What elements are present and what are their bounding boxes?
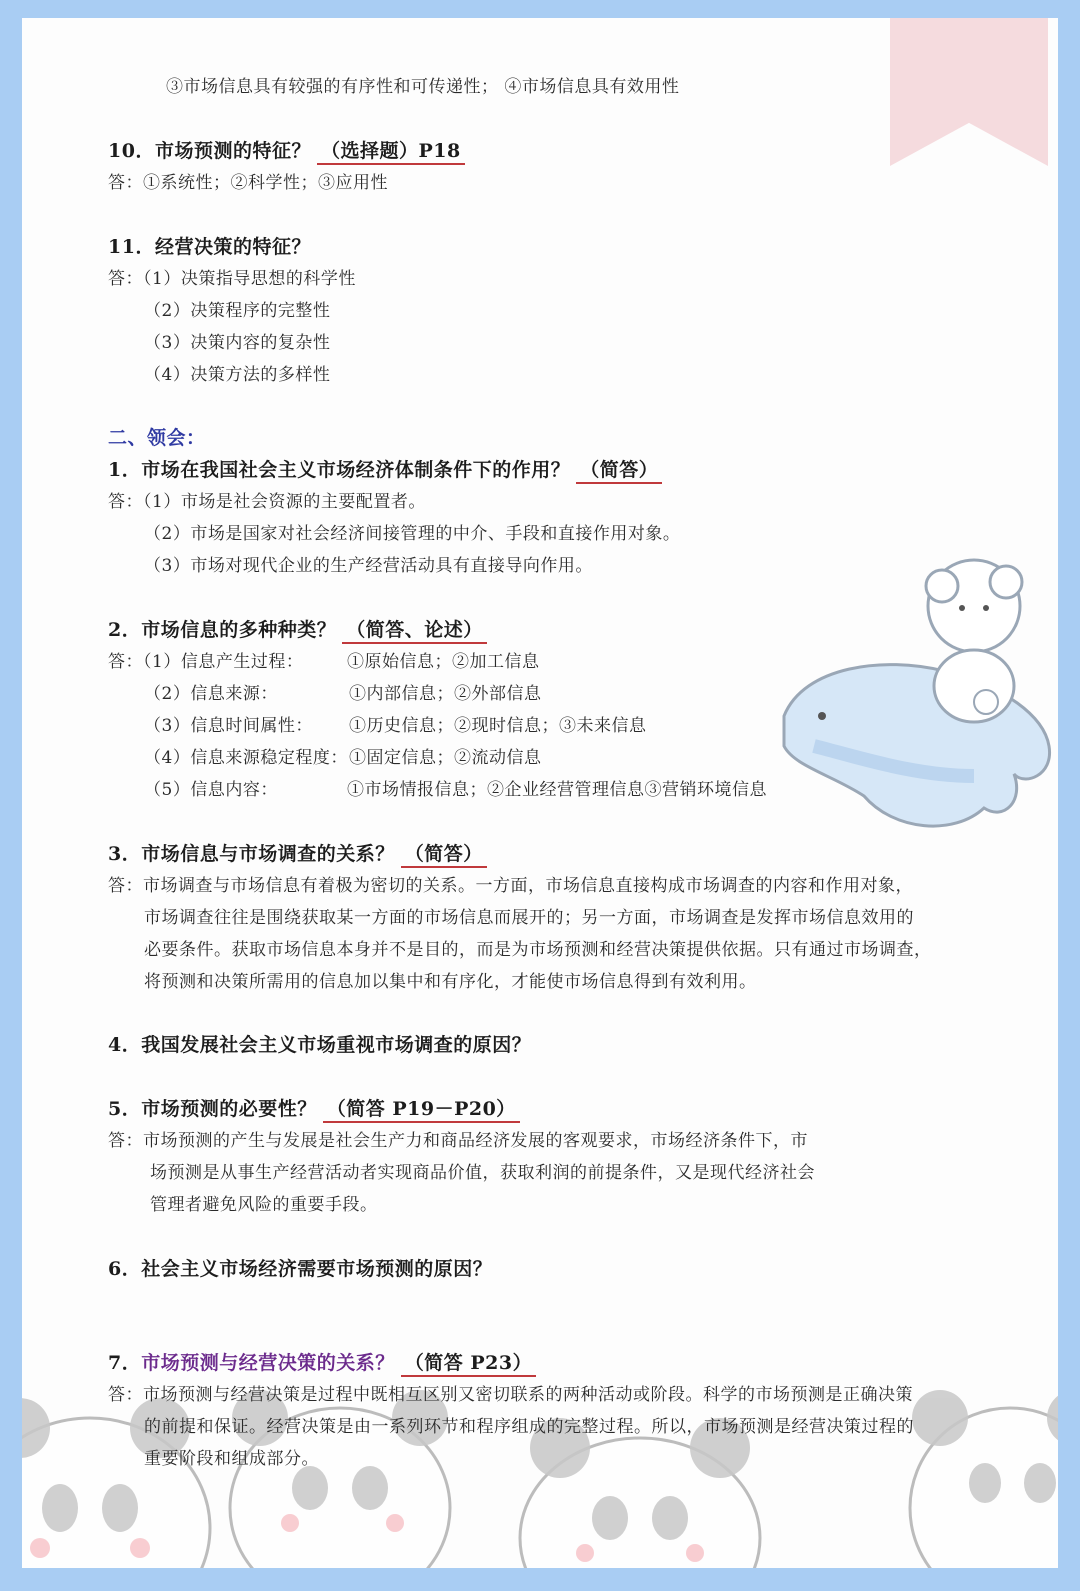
answer-value: ①市场情报信息；②企业经营管理信息③营销环境信息 [347,780,767,800]
answer-line: 答：（1）市场是社会资源的主要配置者。 [108,492,426,512]
answer-line: （2）市场是国家对社会经济间接管理的中介、手段和直接作用对象。 [144,524,681,544]
answer-value: ①历史信息；②现时信息；③未来信息 [349,716,647,736]
question-text: 10．市场预测的特征？ [108,140,311,162]
dolphin-bear-sticker [774,546,1058,846]
question-heading: 4．我国发展社会主义市场重视市场调查的原因？ [108,1034,532,1056]
question-text: 2．市场信息的多种种类？ [108,619,337,641]
answer-value: ①原始信息；②加工信息 [347,652,540,672]
answer-value: ①固定信息；②流动信息 [349,748,542,768]
answer-line: 的前提和保证。经营决策是由一系列环节和程序组成的完整过程。所以，市场预测是经营决策过程的 [144,1417,914,1437]
question-tag: （简答 P23） [401,1352,536,1377]
question-heading [108,843,487,865]
answer-key: （2）信息来源： [144,684,278,704]
answer-line: 市场调查往往是围绕获取某一方面的市场信息而展开的；另一方面，市场调查是发挥市场信息效用的 [144,908,914,928]
question-heading: 6．社会主义市场经济需要市场预测的原因？ [108,1258,493,1280]
answer-line: 答：（1）决策指导思想的科学性 [108,269,356,289]
answer-line: （4）决策方法的多样性 [144,365,331,385]
question-heading [108,459,662,481]
answer-line: 答：市场预测的产生与发展是社会生产力和商品经济发展的客观要求，市场经济条件下，市 [108,1131,808,1151]
answer-value: ①内部信息；②外部信息 [349,684,542,704]
question-text: 5．市场预测的必要性？ [108,1098,317,1120]
answer-key: （5）信息内容： [144,780,278,800]
question-heading: 11．经营决策的特征？ [108,236,311,258]
answer-line: （3）市场对现代企业的生产经营活动具有直接导向作用。 [144,556,593,576]
bookmark-ribbon-icon [890,18,1048,166]
answer-line: 场预测是从事生产经营活动者实现商品价值，获取利润的前提条件，又是现代经济社会 [150,1163,815,1183]
question-tag: （简答 P19－P20） [323,1098,520,1123]
answer-key: 答：（1）信息产生过程： [108,652,304,672]
section-heading: 二、领会： [108,427,206,449]
answer-line: 答：市场调查与市场信息有着极为密切的关系。一方面，市场信息直接构成市场调查的内容和作用对象， [108,876,913,896]
question-text: 1．市场在我国社会主义市场经济体制条件下的作用？ [108,459,571,481]
question-text: 市场预测与经营决策的关系？ [141,1352,395,1374]
question-tag: （简答） [576,459,662,484]
answer-line: 必要条件。获取市场信息本身并不是目的，而是为市场预测和经营决策提供依据。只有通过市场调查， [144,940,932,960]
question-tag: （选择题）P18 [317,140,465,165]
question-tag: （简答、论述） [342,619,487,644]
document-page [22,18,1058,1568]
answer-line: 答：市场预测与经营决策是过程中既相互区别又密切联系的两种活动或阶段。科学的市场预测是正确决策 [108,1385,913,1405]
answer-key: （4）信息来源稳定程度： [144,748,348,768]
answer-line: （3）决策内容的复杂性 [144,333,331,353]
question-heading [108,1098,520,1120]
text-line: ③市场信息具有较强的有序性和可传递性； ④市场信息具有效用性 [166,77,680,97]
question-heading [108,1352,536,1374]
answer-line: 管理者避免风险的重要手段。 [150,1195,378,1215]
question-heading [108,619,487,641]
question-text: 3．市场信息与市场调查的关系？ [108,843,395,865]
answer-line: 答：①系统性；②科学性；③应用性 [108,173,388,193]
question-tag: （简答） [401,843,487,868]
answer-line: 将预测和决策所需用的信息加以集中和有序化，才能使市场信息得到有效利用。 [144,972,757,992]
question-heading [108,140,465,162]
question-number: 7． [108,1352,142,1374]
answer-line: 重要阶段和组成部分。 [144,1449,319,1469]
answer-line: （2）决策程序的完整性 [144,301,331,321]
answer-key: （3）信息时间属性： [144,716,313,736]
